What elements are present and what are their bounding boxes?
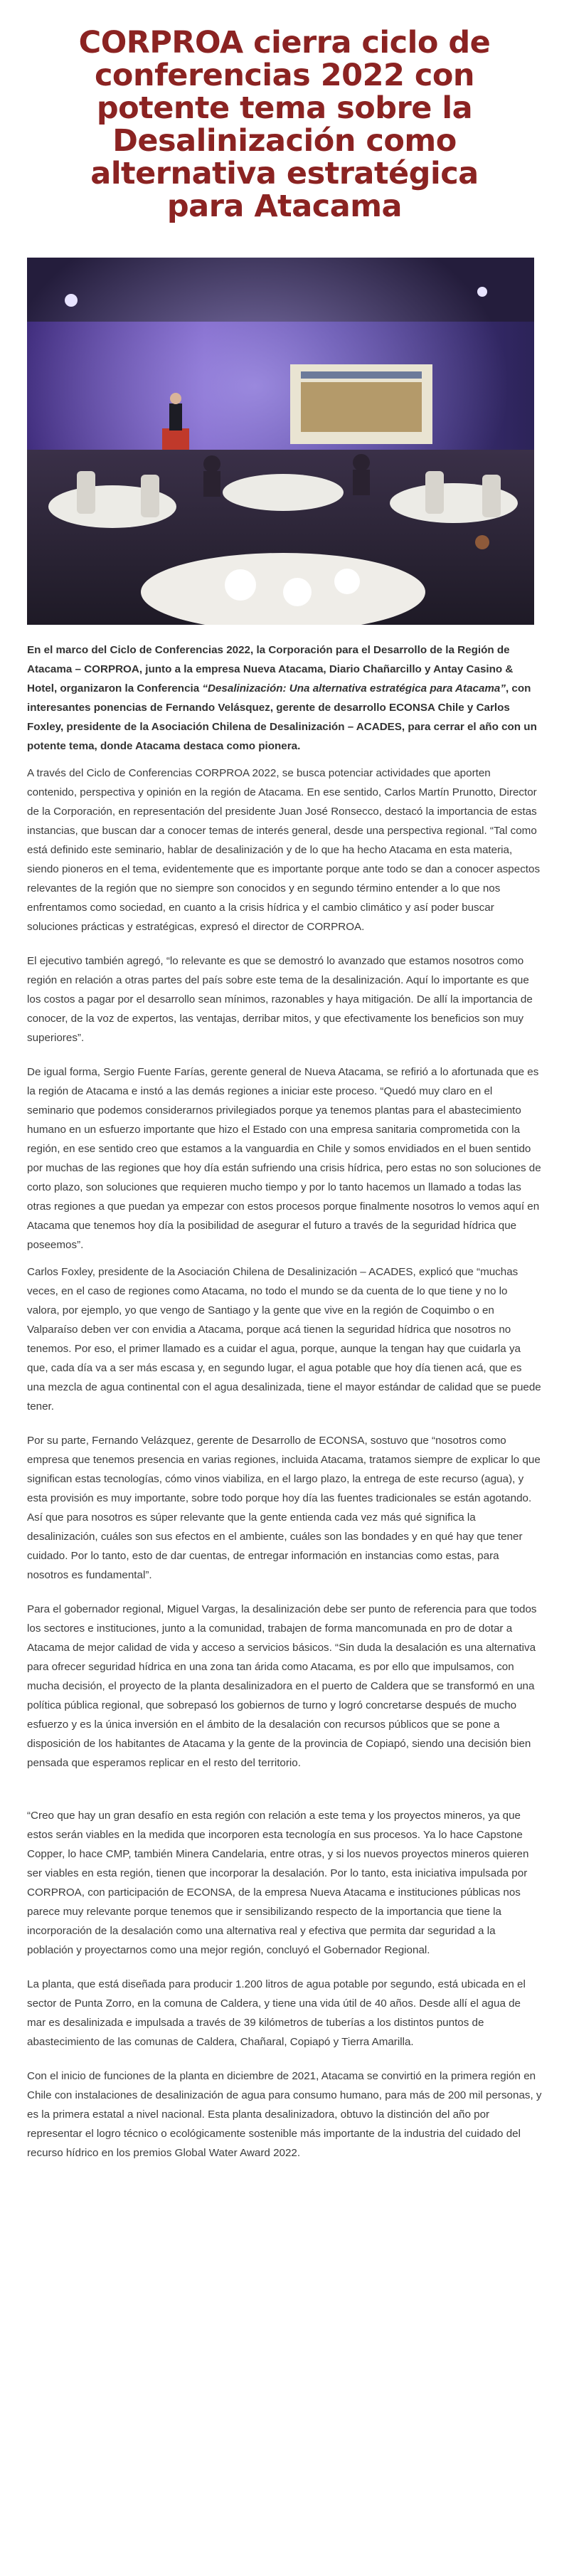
- lede-paragraph: [27, 640, 542, 756]
- body-paragraph: Por su parte, Fernando Velázquez, gerente de Desarrollo de ECONSA, sostuvo que “nosotros como empresa que tenemos presencia en varias regiones, incluida Atacama, tratamos siempre de explicar lo que significan estas tecnologías, cómo vinos viabiliza, en el largo plazo, la entrega de este recurso (agua), y esta provisión es muy importante, sobre todo porque hoy día las fuentes tradicionales se están agotando. Así que para nosotros es súper relevante que la gente entienda cada vez más qué significa la desalinización, cuáles son sus efectos en el ambiente, cuáles son las bondades y en qué hay que tener cuidado. Por lo tanto, esto de dar cuentas, de entregar información en instancias como estas, para nosotros es fundamental”.: [27, 1435, 541, 1581]
- title-line: CORPROA cierra ciclo de: [78, 24, 491, 60]
- body-paragraph: El ejecutivo también agregó, “lo relevante es que se demostró lo avanzado que estamos nosotros como región en relación a otras partes del país sobre este tema de la desalinización. Aquí lo importante es que los costos a pagar por el desarrollo sean mínimos, razonables y haya mitigación. De allí la importancia de conocer, de la voz de expertos, las ventajas, derribar mitos, y que efectivamente los beneficios son muy superiores”.: [27, 955, 533, 1044]
- conference-photo: [27, 258, 534, 625]
- title-line: conferencias 2022 con: [94, 57, 475, 93]
- article-title: [28, 26, 541, 223]
- lede-text: En el marco del Ciclo de Conferencias 2022, la Corporación para el Desarrollo de la Región de Atacama – CORPROA, junto a la empresa Nueva Atacama, Diario Chañarcillo y Antay Casino & Hotel, organizaron la Conferencia: [27, 644, 514, 695]
- conference-title-quote: “Desalinización: Una alternativa estratégica para Atacama”: [202, 682, 506, 695]
- body-paragraph: Para el gobernador regional, Miguel Vargas, la desalinización debe ser punto de referencia para que todos los sectores e instituciones, junto a la comunidad, trabajen de forma mancomunada en pro de dotar a Atacama de mejor calidad de vida y acceso a servicios básicos. “Sin duda la desalación es una alternativa para ofrecer seguridad hídrica en una zona tan árida como Atacama, es por ello que impulsamos, con mucha decisión, el proyecto de la planta desalinizadora en el puerto de Caldera que se transformó en una política pública regional, que sobrepasó los gobiernos de turno y logró concretarse después de mucho esfuerzo y es la única inversión en el ámbito de la desalación con recursos públicos que se pone a disposición de los habitantes de Atacama y la gente de la provincia de Copiapó, siendo una decisión bien pensada que esperamos replicar en el resto del territorio.: [27, 1603, 537, 1769]
- body-paragraph: De igual forma, Sergio Fuente Farías, gerente general de Nueva Atacama, se refirió a lo afortunada que es la región de Atacama e instó a las demás regiones a iniciar este proceso. “Quedó muy claro en el seminario que podemos considerarnos privilegiados porque ya tenemos plantas para el abastecimiento humano en un esfuerzo importante que hizo el Estado con una empresa sanitaria comprometida con la región, en ese sentido creo que estamos a la vanguardia en Chile y somos envidiados en el buen sentido por muchas de las regiones que hoy día están sufriendo una crisis hídrica, pero estas no son soluciones de corto plazo, son soluciones que requieren mucho tiempo y por lo tanto hacemos un llamado a todas las otras regiones a que puedan ya empezar con estos procesos porque finalmente nosotros lo vemos aquí en Atacama que tenemos hoy día la posibilidad de asegurar el futuro a través de la seguridad hídrica que poseemos”.: [27, 1066, 541, 1251]
- paragraph-spacer: [27, 1788, 542, 1806]
- body-paragraph: La planta, que está diseñada para producir 1.200 litros de agua potable por segundo, está ubicada en el sector de Punta Zorro, en la comuna de Caldera, y tiene una vida útil de 40 años. Desde allí el agua de mar es desalinizada e impulsada a través de 39 kilómetros de tuberías a los distintos puntos de abastecimiento de las comunas de Caldera, Chañaral, Copiapó y Tierra Amarilla.: [27, 1978, 526, 2048]
- article-body: [27, 640, 542, 2178]
- title-line: Desalinización como: [112, 122, 457, 159]
- body-paragraph: A través del Ciclo de Conferencias CORPROA 2022, se busca potenciar actividades que aporten contenido, perspectiva y opinión en la región de Atacama. En ese sentido, Carlos Martín Prunotto, Director de la Corporación, en representación del presidente Juan José Ronsecco, destacó la importancia de estas instancias, que buscan dar a conocer temas de interés general, desde una perspectiva regional. “Tal como está definido este seminario, hablar de desalinización y de lo que ha hecho Atacama en esta materia, siendo pioneros en el tema, evidentemente que es importante porque ante todo se dan a conocer aspectos relevantes de la región que no siempre son conocidos y en segundo término entender a lo que nos enfrentamos como sociedad, en cuanto a la crisis hídrica y el cambio climático y así poder buscar soluciones prácticas y estratégicas, expresó el director de CORPROA.: [27, 767, 541, 933]
- body-paragraph: Con el inicio de funciones de la planta en diciembre de 2021, Atacama se convirtió en la primera región en Chile con instalaciones de desalinización de agua para consumo humano, para más de 200 mil personas, y es la primera estatal a nivel nacional. Esta planta desalinizadora, obtuvo la distinción del año por representar el logro técnico o ecológicamente sostenible más importante de la industria del cuidado del recurso hídrico en los premios Global Water Award 2022.: [27, 2070, 542, 2159]
- title-line: para Atacama: [166, 188, 403, 224]
- body-paragraph: Carlos Foxley, presidente de la Asociación Chilena de Desalinización – ACADES, explicó que “muchas veces, en el caso de regiones como Atacama, no todo el mundo se da cuenta de lo que tiene y no lo valora, por ejemplo, yo que vengo de Santiago y la gente que vive en la región de Coquimbo o en Valparaíso deben ver con envidia a Atacama, porque acá tienen la seguridad hídrica que nosotros no tenemos. Por eso, el primer llamado es a cuidar el agua, porque, aunque la tengan hay que cuidarla ya que, cada día va a ser más escasa y, en segundo lugar, el agua potable que hoy día tienen acá, que es una mezcla de agua continental con el agua desalinizada, tiene el mayor estándar de calidad que se puede tener.: [27, 1266, 541, 1413]
- body-paragraph: “Creo que hay un gran desafío en esta región con relación a este tema y los proyectos mineros, ya que estos serán viables en la medida que incorporen esta tecnología en sus procesos. Ya lo hace Capstone Copper, lo hace CMP, también Minera Candelaria, entre otras, y si los nuevos proyectos mineros quieren ser viables en esta región, tienen que incorporar la desalación. Por lo tanto, esta iniciativa impulsada por CORPROA, con participación de ECONSA, de la empresa Nueva Atacama e instituciones públicas nos parece muy relevante porque tenemos que ir sensibilizando respecto de la importancia que tiene la incorporación de la desalación como una alternativa real y efectiva que permita dar seguridad a la población y proyectarnos como una mejor región, concluyó el Gobernador Regional.: [27, 1810, 529, 1956]
- title-line: potente tema sobre la: [96, 90, 473, 126]
- lede-text: , con interesantes ponencias de Fernando Velásquez, gerente de desarrollo ECONSA Chile y Carlos Foxley, presidente de la Asociación Chilena de Desalinización – ACADES, para cerrar el año con un potente tema, donde Atacama destaca como pionera.: [27, 682, 537, 752]
- title-line: alternativa estratégica: [90, 155, 479, 191]
